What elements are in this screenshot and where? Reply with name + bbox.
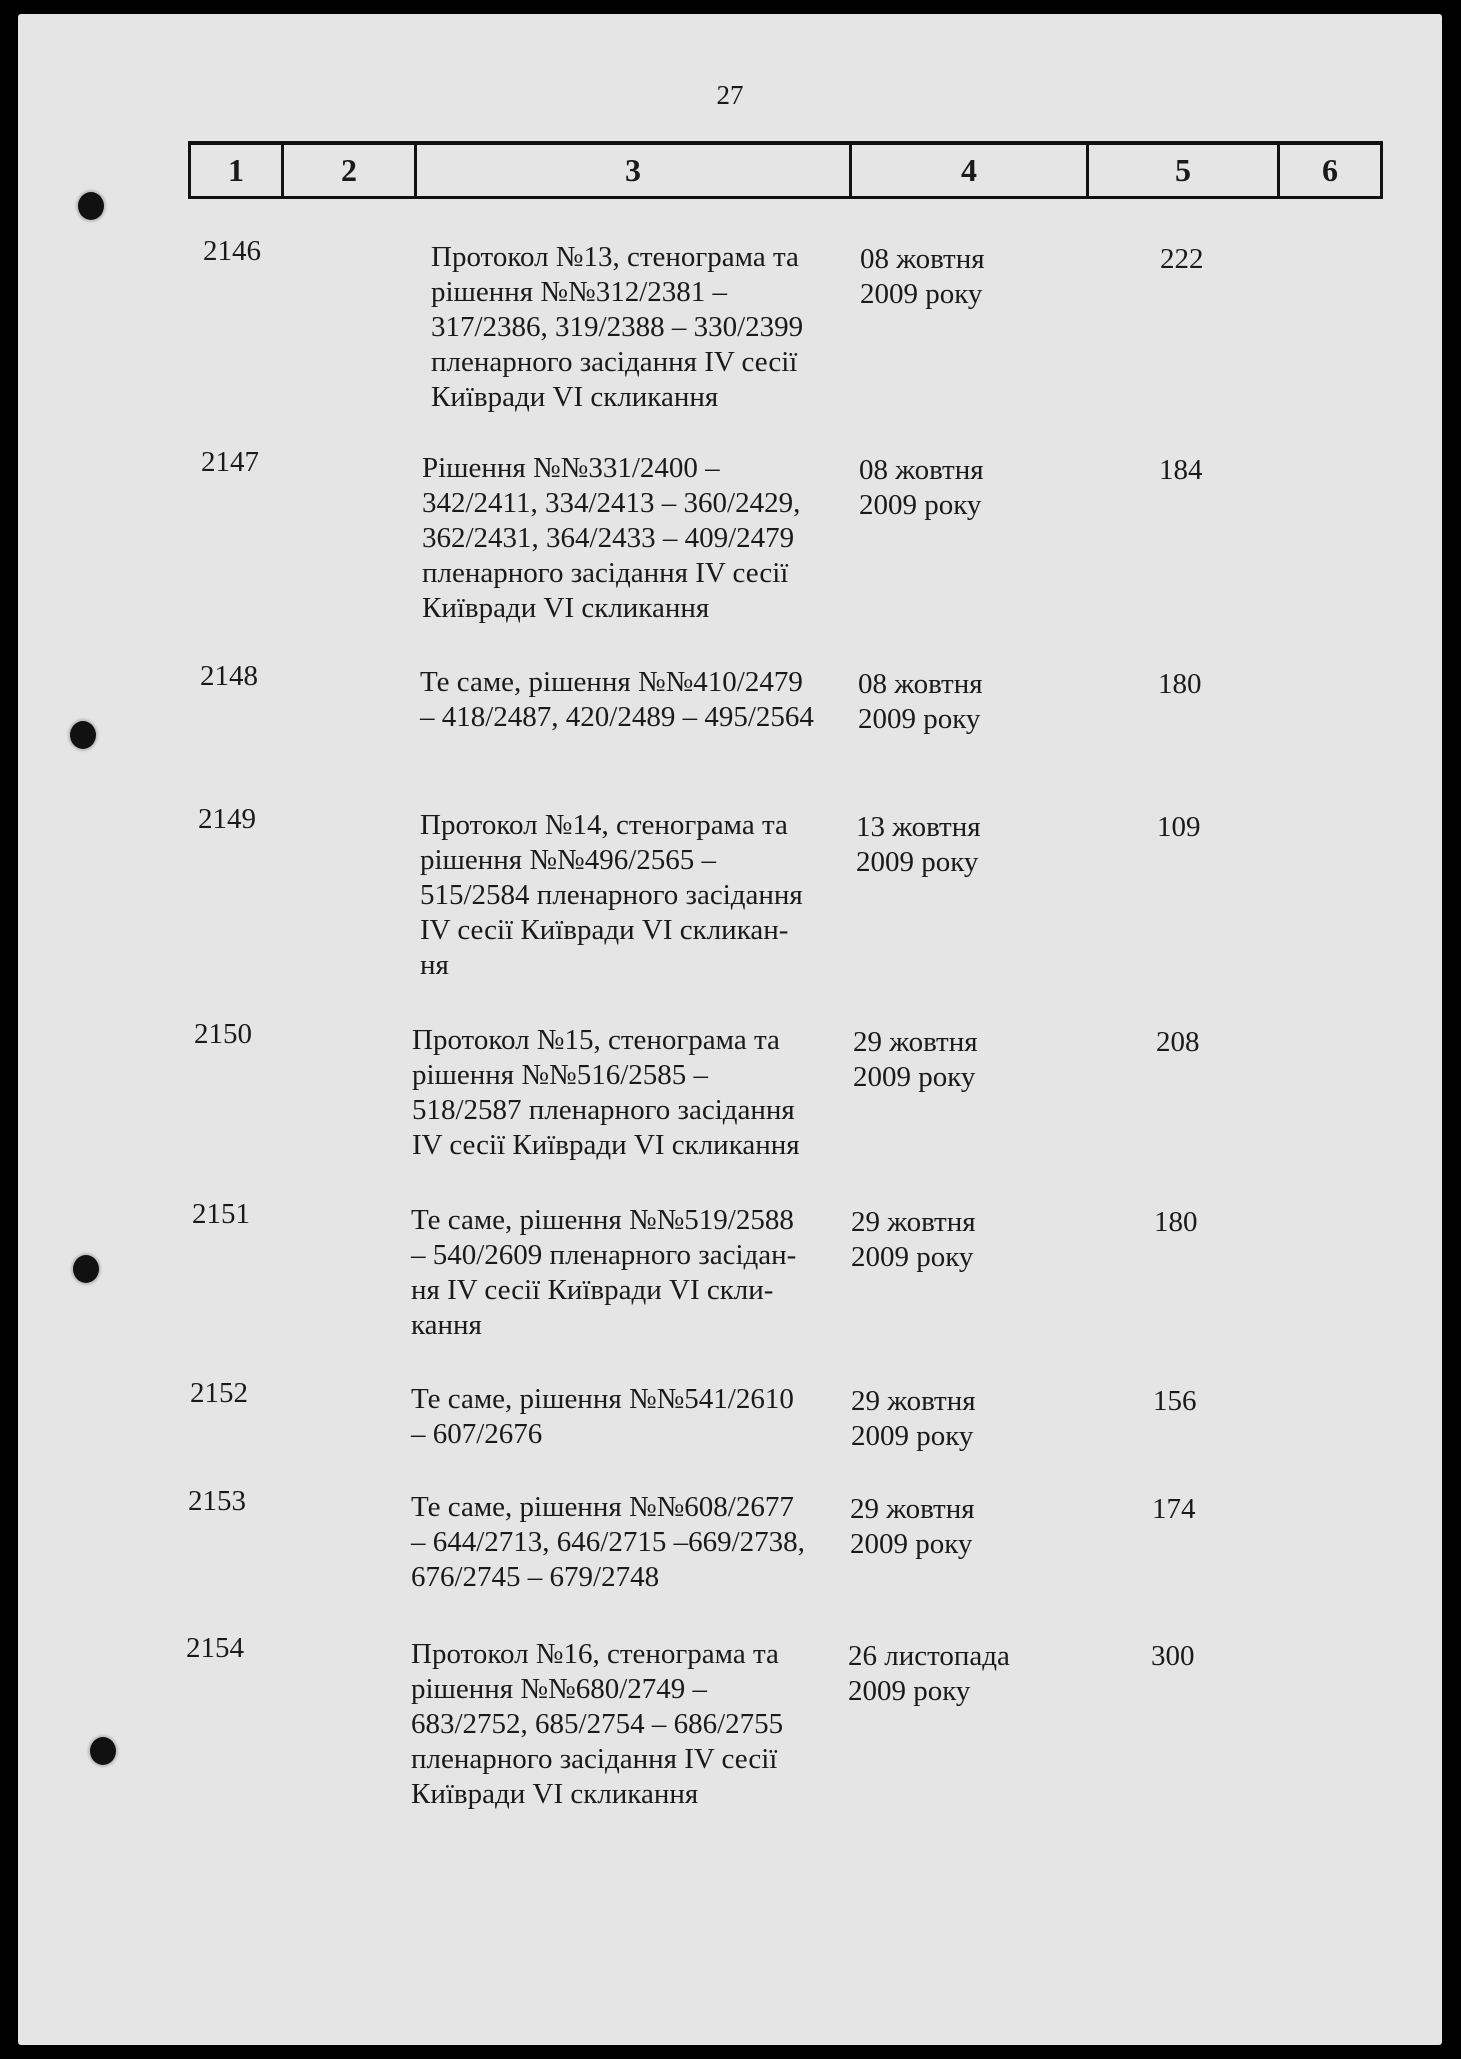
item-title-line: Те саме, рішення №№410/2479 xyxy=(420,666,803,698)
item-date-line: 2009 року xyxy=(851,1420,974,1452)
item-title xyxy=(411,1637,851,1812)
item-title-line: 683/2752, 685/2754 – 686/2755 xyxy=(411,1708,784,1740)
item-date-line: 2009 року xyxy=(853,1061,976,1093)
item-title-line: рішення №№312/2381 – xyxy=(431,276,728,308)
item-page-count: 180 xyxy=(1158,668,1202,700)
item-title-line: Протокол №16, стенограма та xyxy=(411,1638,779,1670)
column-header-1: 1 xyxy=(191,145,284,196)
item-page-count: 174 xyxy=(1152,1493,1196,1525)
item-title xyxy=(422,451,862,626)
column-header-6: 6 xyxy=(1322,152,1338,188)
item-title-line: – 418/2487, 420/2489 – 495/2564 xyxy=(420,701,814,733)
column-header-4: 4 xyxy=(852,145,1089,196)
item-date-line: 2009 року xyxy=(856,846,979,878)
item-date-line: 08 жовтня xyxy=(858,668,983,700)
item-number: 2151 xyxy=(192,1198,250,1230)
item-date xyxy=(850,1492,1070,1562)
item-page-count: 109 xyxy=(1157,811,1201,843)
item-date-line: 29 жовтня xyxy=(851,1206,976,1238)
item-title xyxy=(420,808,860,983)
item-date-line: 08 жовтня xyxy=(860,243,985,275)
item-number: 2146 xyxy=(203,235,261,267)
punch-hole xyxy=(78,192,104,220)
item-number: 2150 xyxy=(194,1018,252,1050)
item-title-line: ня IV сесії Київради VI скли- xyxy=(411,1274,774,1306)
item-title-line: – 607/2676 xyxy=(411,1418,543,1450)
item-date-line: 26 листопада xyxy=(848,1640,1010,1672)
column-header-3: 3 xyxy=(417,145,852,196)
item-date-line: 2009 року xyxy=(848,1675,971,1707)
item-title xyxy=(412,1023,852,1163)
item-date-line: 08 жовтня xyxy=(859,454,984,486)
item-title-line: пленарного засідання IV сесії xyxy=(411,1743,778,1775)
item-date-line: 2009 року xyxy=(850,1528,973,1560)
item-title xyxy=(420,665,860,735)
item-date-line: 2009 року xyxy=(858,703,981,735)
item-title-line: кання xyxy=(411,1309,482,1341)
page-number: 27 xyxy=(716,80,744,110)
item-title-line: 676/2745 – 679/2748 xyxy=(411,1561,660,1593)
item-page-count: 156 xyxy=(1153,1385,1197,1417)
item-date-line: 29 жовтня xyxy=(850,1493,975,1525)
column-header-2: 2 xyxy=(284,145,417,196)
item-page-count: 208 xyxy=(1156,1026,1200,1058)
item-date-line: 13 жовтня xyxy=(856,811,981,843)
item-title-line: 518/2587 пленарного засідання xyxy=(412,1094,795,1126)
column-header-table xyxy=(188,141,1383,199)
item-title-line: IV сесії Київради VI скликан- xyxy=(420,914,789,946)
column-header-5: 5 xyxy=(1089,145,1280,196)
item-date-line: 2009 року xyxy=(859,489,982,521)
item-title-line: Протокол №14, стенограма та xyxy=(420,809,788,841)
item-title xyxy=(411,1490,851,1595)
item-title-line: Те саме, рішення №№608/2677 xyxy=(411,1491,794,1523)
item-title-line: 342/2411, 334/2413 – 360/2429, xyxy=(422,487,801,519)
item-title-line: 317/2386, 319/2388 – 330/2399 xyxy=(431,311,804,343)
item-date xyxy=(848,1639,1068,1709)
item-title-line: Київради VI скликання xyxy=(422,592,710,624)
item-date xyxy=(851,1205,1071,1275)
item-title-line: рішення №№516/2585 – xyxy=(412,1059,709,1091)
item-page-count: 222 xyxy=(1160,243,1204,275)
item-title-line: Протокол №15, стенограма та xyxy=(412,1024,780,1056)
item-date-line: 29 жовтня xyxy=(851,1385,976,1417)
punch-hole xyxy=(73,1255,99,1283)
item-date xyxy=(860,242,1080,312)
item-date xyxy=(853,1025,1073,1095)
item-title xyxy=(431,240,871,415)
item-title-line: Київради VI скликання xyxy=(431,381,719,413)
item-number: 2149 xyxy=(198,803,256,835)
document-page xyxy=(18,14,1442,2045)
item-title-line: – 540/2609 пленарного засідан- xyxy=(411,1239,797,1271)
item-title-line: 362/2431, 364/2433 – 409/2479 xyxy=(422,522,795,554)
item-number: 2154 xyxy=(186,1632,244,1664)
item-date-line: 29 жовтня xyxy=(853,1026,978,1058)
item-number: 2152 xyxy=(190,1377,248,1409)
item-title-line: ня xyxy=(420,949,449,981)
item-date xyxy=(851,1384,1071,1454)
item-title-line: Протокол №13, стенограма та xyxy=(431,241,799,273)
item-title-line: Те саме, рішення №№519/2588 xyxy=(411,1204,794,1236)
item-title-line: Київради VI скликання xyxy=(411,1778,699,1810)
item-title-line: пленарного засідання IV сесії xyxy=(422,557,789,589)
item-number: 2147 xyxy=(201,446,259,478)
item-date-line: 2009 року xyxy=(860,278,983,310)
item-title-line: Рішення №№331/2400 – xyxy=(422,452,720,484)
item-date xyxy=(859,453,1079,523)
item-title-line: 515/2584 пленарного засідання xyxy=(420,879,803,911)
item-title-line: рішення №№680/2749 – xyxy=(411,1673,708,1705)
item-title-line: – 644/2713, 646/2715 –669/2738, xyxy=(411,1526,805,1558)
punch-hole xyxy=(90,1737,116,1765)
item-number: 2153 xyxy=(188,1485,246,1517)
item-date xyxy=(856,810,1076,880)
item-page-count: 300 xyxy=(1151,1640,1195,1672)
item-date-line: 2009 року xyxy=(851,1241,974,1273)
item-title-line: IV сесії Київради VI скликання xyxy=(412,1129,800,1161)
item-title-line: Те саме, рішення №№541/2610 xyxy=(411,1383,794,1415)
item-title-line: пленарного засідання IV сесії xyxy=(431,346,798,378)
punch-hole xyxy=(70,721,96,749)
item-page-count: 180 xyxy=(1154,1206,1198,1238)
item-page-count: 184 xyxy=(1159,454,1203,486)
item-number: 2148 xyxy=(200,660,258,692)
item-title xyxy=(411,1382,851,1452)
item-title xyxy=(411,1203,851,1343)
item-title-line: рішення №№496/2565 – xyxy=(420,844,717,876)
item-date xyxy=(858,667,1078,737)
